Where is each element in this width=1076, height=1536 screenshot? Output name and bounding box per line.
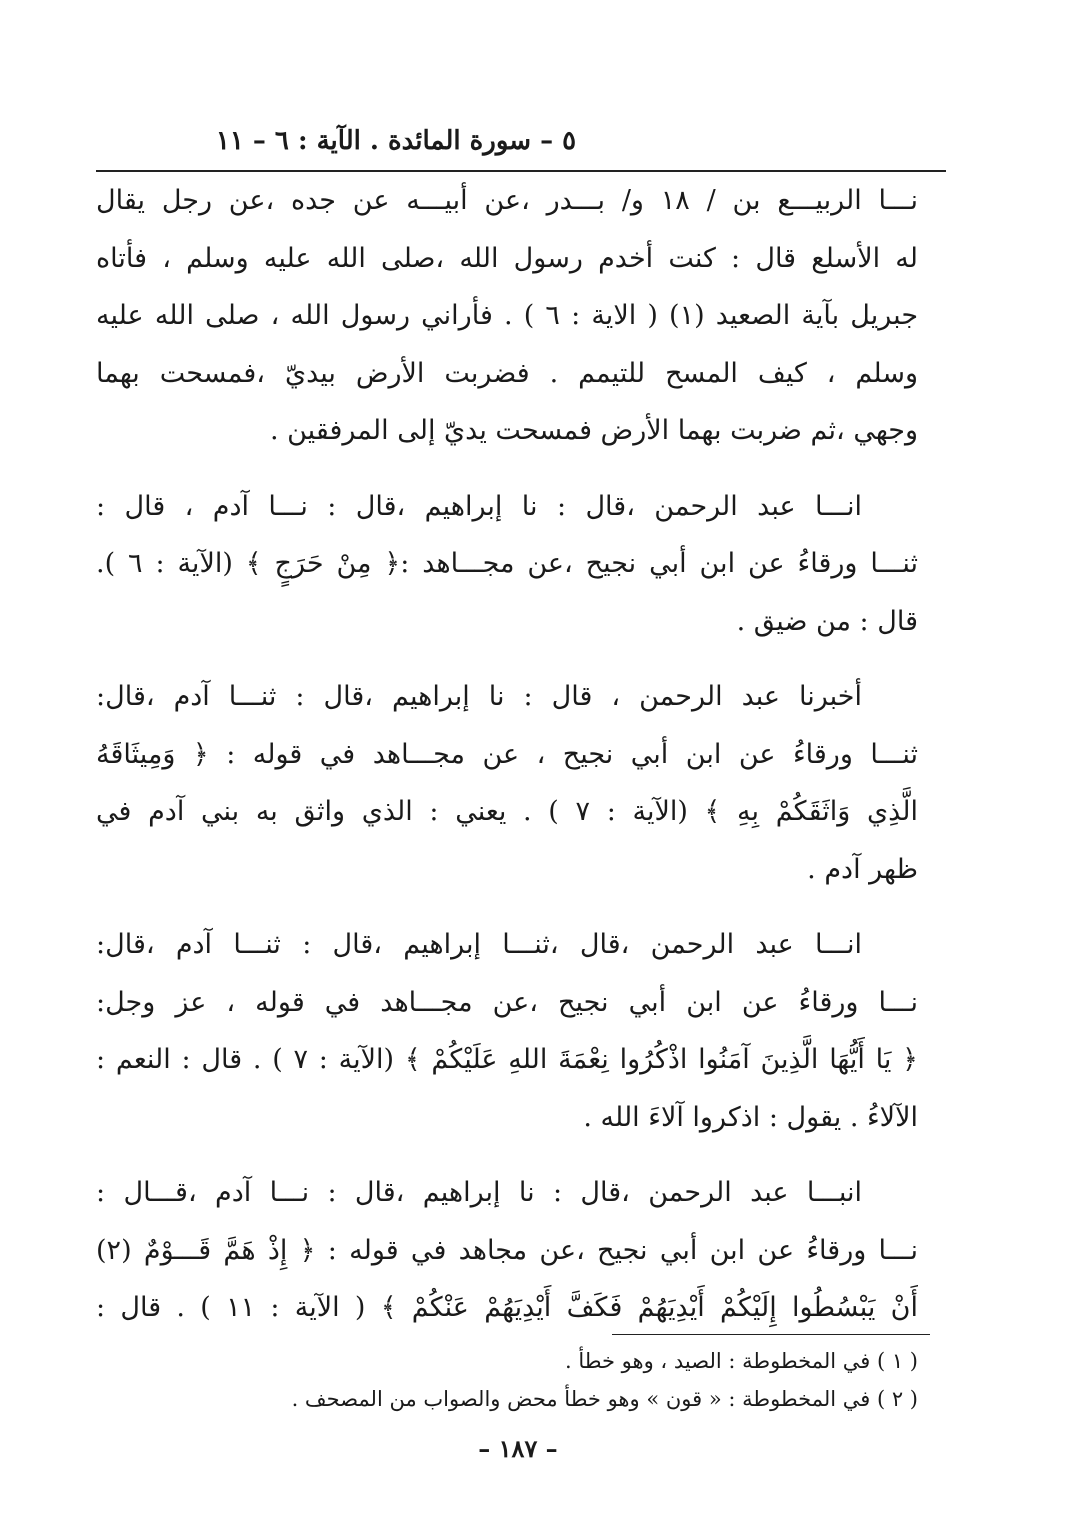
text-line: الَّذِي وَاثَقَكُمْ بِهِ ﴾ (الآية : ٧ ) . يعني : الذي واثق به بني آدم في [96,796,918,827]
text-line: نـــا الربيـــع بن / ١٨ و/ بـــدر ،عن أبيـــه عن جده ،عن رجل يقال [96,185,918,216]
body-text [96,172,918,1355]
paragraph-2 [96,478,918,651]
text-line: قال : من ضيق . [736,605,918,637]
text-line: ﴿ يَا أَيُّهَا الَّذِينَ آمَنُوا اذْكُرُوا نِعْمَةَ اللهِ عَلَيْكُمْ ﴾ (الآية : ٧ ) . قال : النعم : [96,1044,918,1075]
text-line: ظهر آدم . [807,853,918,885]
paragraph-4 [96,916,918,1146]
text-line: له الأسلع قال : كنت أخدم رسول الله ،صلى الله عليه وسلم ، فأتاه [96,242,918,274]
paragraph-5 [96,1164,918,1337]
text-line: انـــا عبد الرحمن ،قال ،ثنـــا إبراهيم ،قال : ثنـــا آدم ،قال: [96,929,862,960]
paragraph-3 [96,668,918,898]
footnote-1: ( ١ ) في المخطوطة : الصيد ، وهو خطأ . [565,1349,918,1373]
footnote-2: ( ٢ ) في المخطوطة : « قون » وهو خطأ محض والصواب من المصحف . [291,1387,918,1411]
text-line: انبـــا عبد الرحمن ،قال : نا إبراهيم ،قال : نـــا آدم ،قـــال : [96,1177,862,1208]
text-line: أَنْ يَبْسُطُوا إِلَيْكُمْ أَيْدِيَهُمْ فَكَفَّ أَيْدِيَهُمْ عَنْكُمْ ﴾ ( الآية : ١١ ) . قال : [96,1292,918,1323]
paragraph-1 [96,172,918,460]
text-line: أخبرنا عبد الرحمن ، قال : نا إبراهيم ،قال : ثنـــا آدم ،قال: [96,681,862,712]
footnotes [96,1342,918,1418]
text-line: الآلاءُ . يقول : اذكروا آلاءَ الله . [583,1101,918,1133]
text-line: وجهي ،ثم ضربت بهما الأرض فمسحت يديّ إلى المرفقين . [269,415,918,446]
page-number: – ١٨٧ – [478,1434,558,1463]
footnote-rule [612,1334,930,1335]
text-line: انـــا عبد الرحمن ،قال : نا إبراهيم ،قال : نـــا آدم ، قال : [96,490,862,522]
text-line: نـــا ورقاءُ عن ابن أبي نجيح ،عن مجاهد في قوله : ﴿ إِذْ هَمَّ قَـــوْمٌ (٢) [96,1234,918,1266]
running-header: ٥ – سورة المائدة . الآية : ٦ – ١١ [215,126,577,156]
text-line: وسلم ، كيف المسح للتيمم . فضربت الأرض بيديّ ،فمسحت بهما [96,357,918,389]
text-line: ثنـــا ورقاءُ عن ابن أبي نجيح ،عن مجـــاهد :﴿ مِنْ حَرَجٍ ﴾ (الآية : ٦ ). [96,548,918,579]
text-line: نـــا ورقاءُ عن ابن أبي نجيح ،عن مجـــاهد في قوله ، عز وجل: [96,986,918,1018]
text-line: ثنـــا ورقاءُ عن ابن أبي نجيح ، عن مجـــاهد في قوله : ﴿ وَمِيثَاقَهُ [96,738,918,770]
text-line: جبريل بآية الصعيد (١) ( الاية : ٦ ) . فأراني رسول الله ، صلى الله عليه [96,300,918,331]
